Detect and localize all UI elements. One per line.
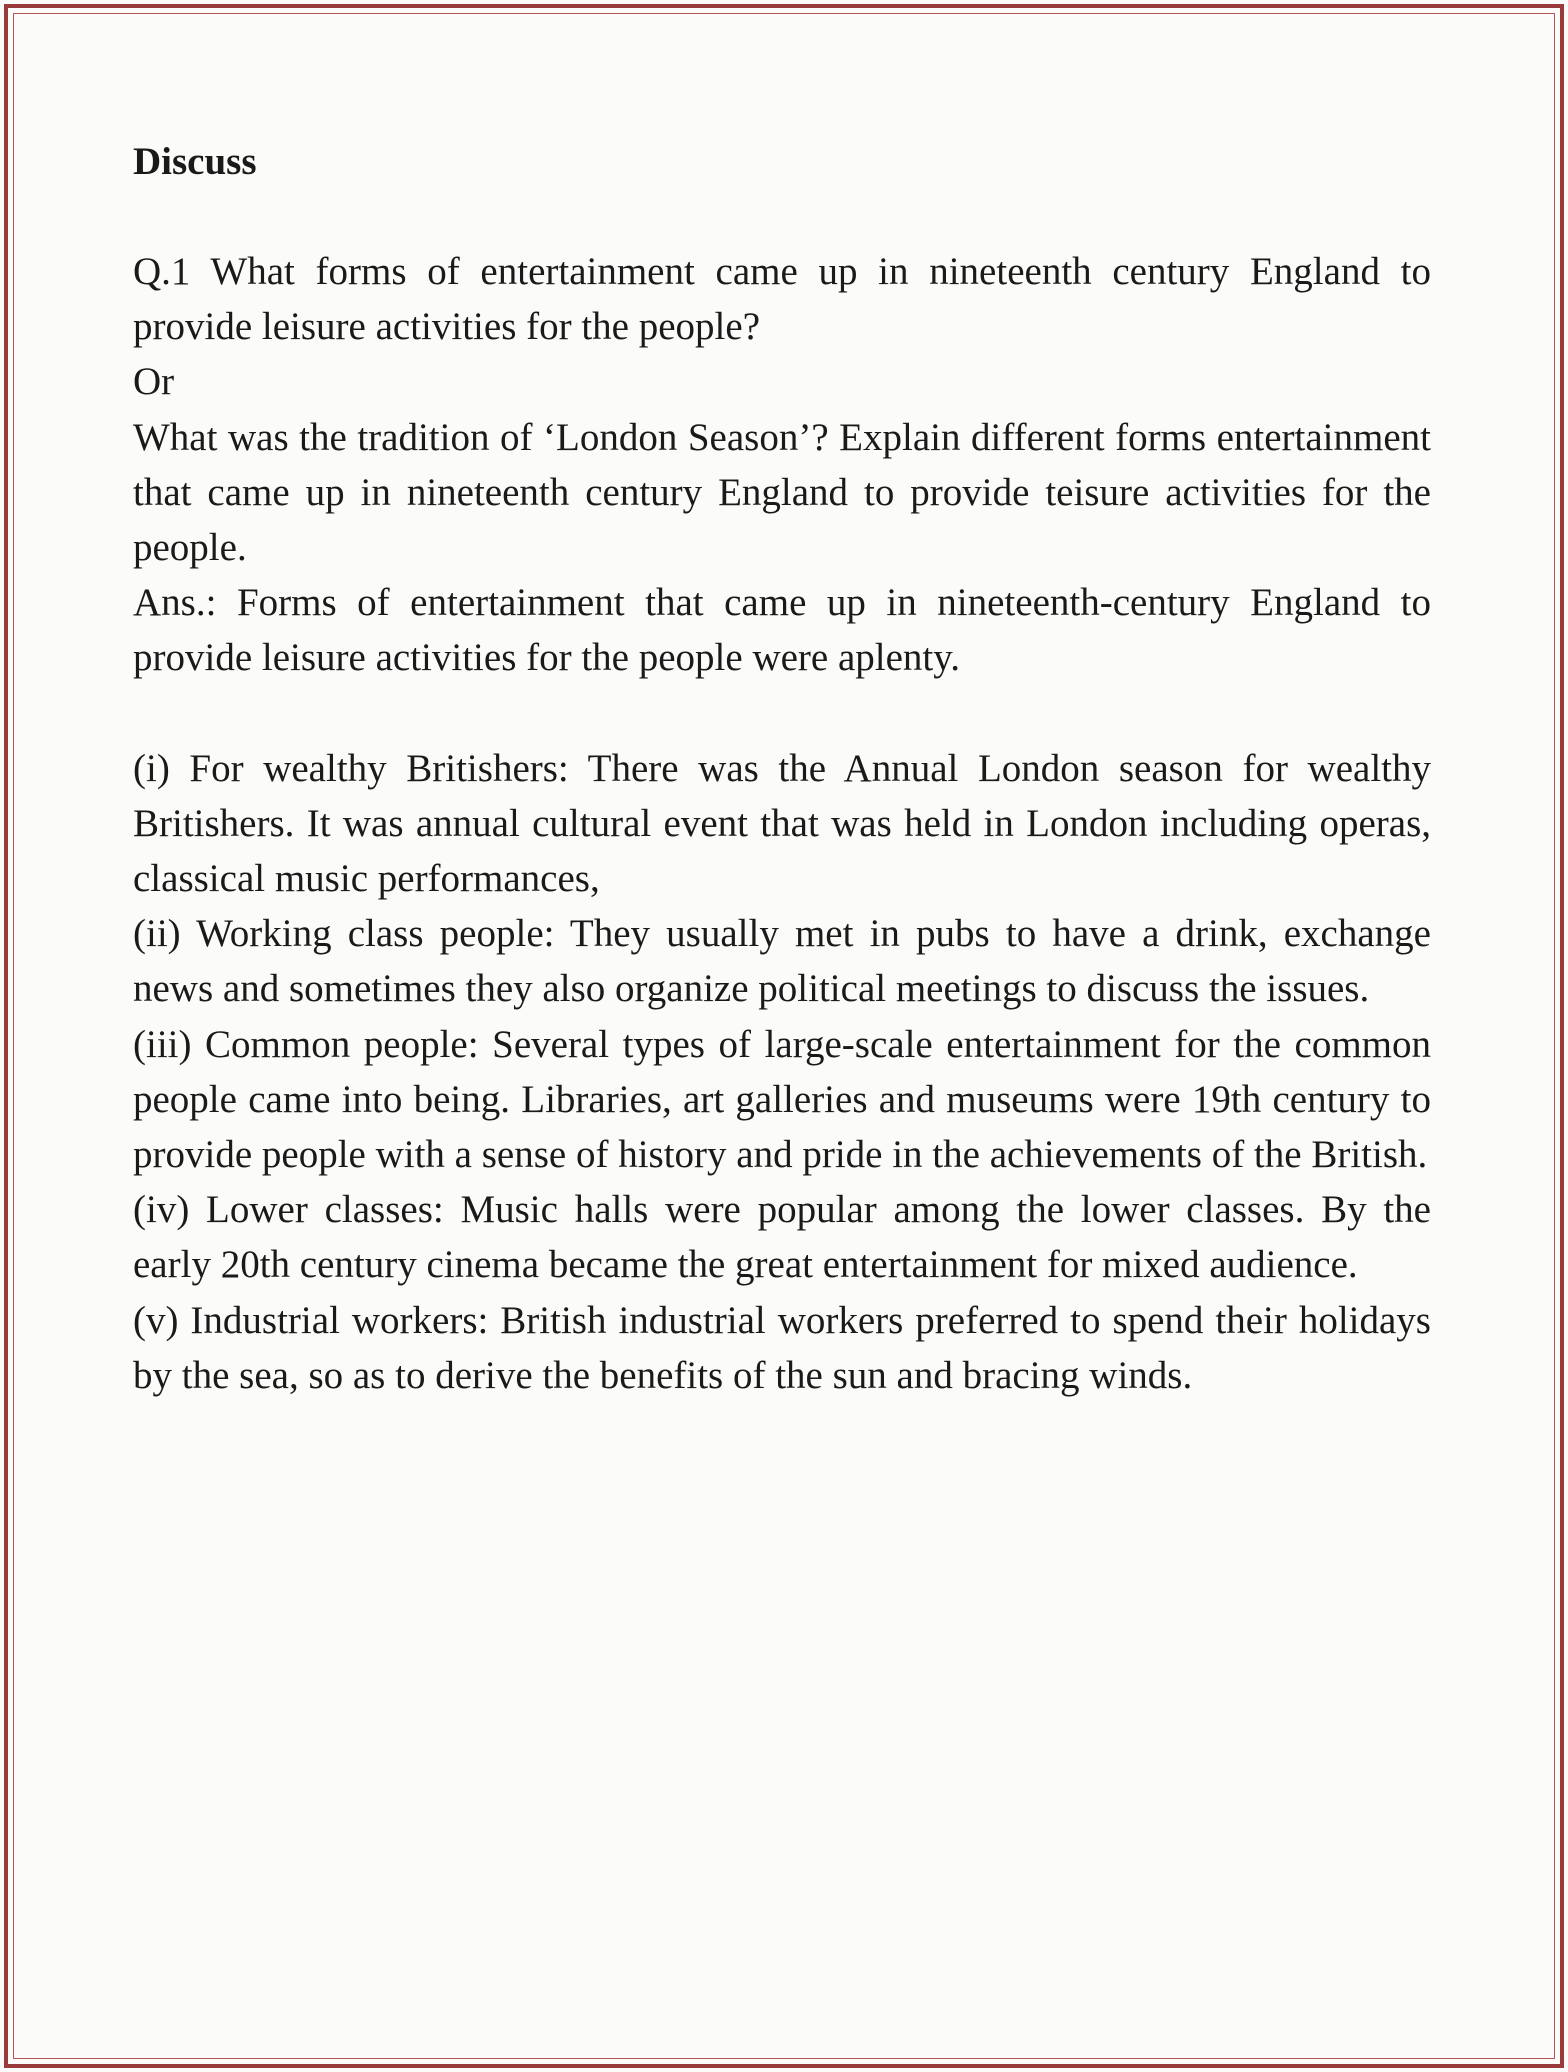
- section-heading: Discuss: [133, 140, 257, 183]
- answer-intro: Ans.: Forms of entertainment that came up in nineteenth-century England to provide leisure activities for the people were aplenty.: [133, 581, 1431, 680]
- document-content: [133, 134, 1431, 1403]
- question-text: Q.1 What forms of entertainment came up in nineteenth century England to provide leisure activities for the people?: [133, 250, 1431, 349]
- answer-point: (v) Industrial workers: British industrial workers preferred to spend their holidays by the sea, so as to derive the benefits of the sun and bracing winds.: [133, 1298, 1431, 1397]
- answer-point: (i) For wealthy Britishers: There was the Annual London season for wealthy Britishers. It was annual cultural event that was held in London including operas, classical music performances,: [133, 746, 1431, 901]
- spacer: [133, 189, 1431, 244]
- spacer: [133, 686, 1431, 741]
- question-alt-text: What was the tradition of ‘London Season’? Explain different forms entertainment that came up in nineteenth century England to provide teisure activities for the people.: [133, 415, 1431, 570]
- question-or: Or: [133, 360, 175, 404]
- answer-point: (iv) Lower classes: Music halls were popular among the lower classes. By the early 20th century cinema became the great entertainment for mixed audience.: [133, 1188, 1431, 1287]
- answer-point: (iii) Common people: Several types of large-scale entertainment for the common people came into being. Libraries, art galleries and museums were 19th century to provide people with a sense of history and pride in the achievements of the British.: [133, 1022, 1431, 1177]
- answer-point: (ii) Working class people: They usually met in pubs to have a drink, exchange news and sometimes they also organize political meetings to discuss the issues.: [133, 912, 1431, 1011]
